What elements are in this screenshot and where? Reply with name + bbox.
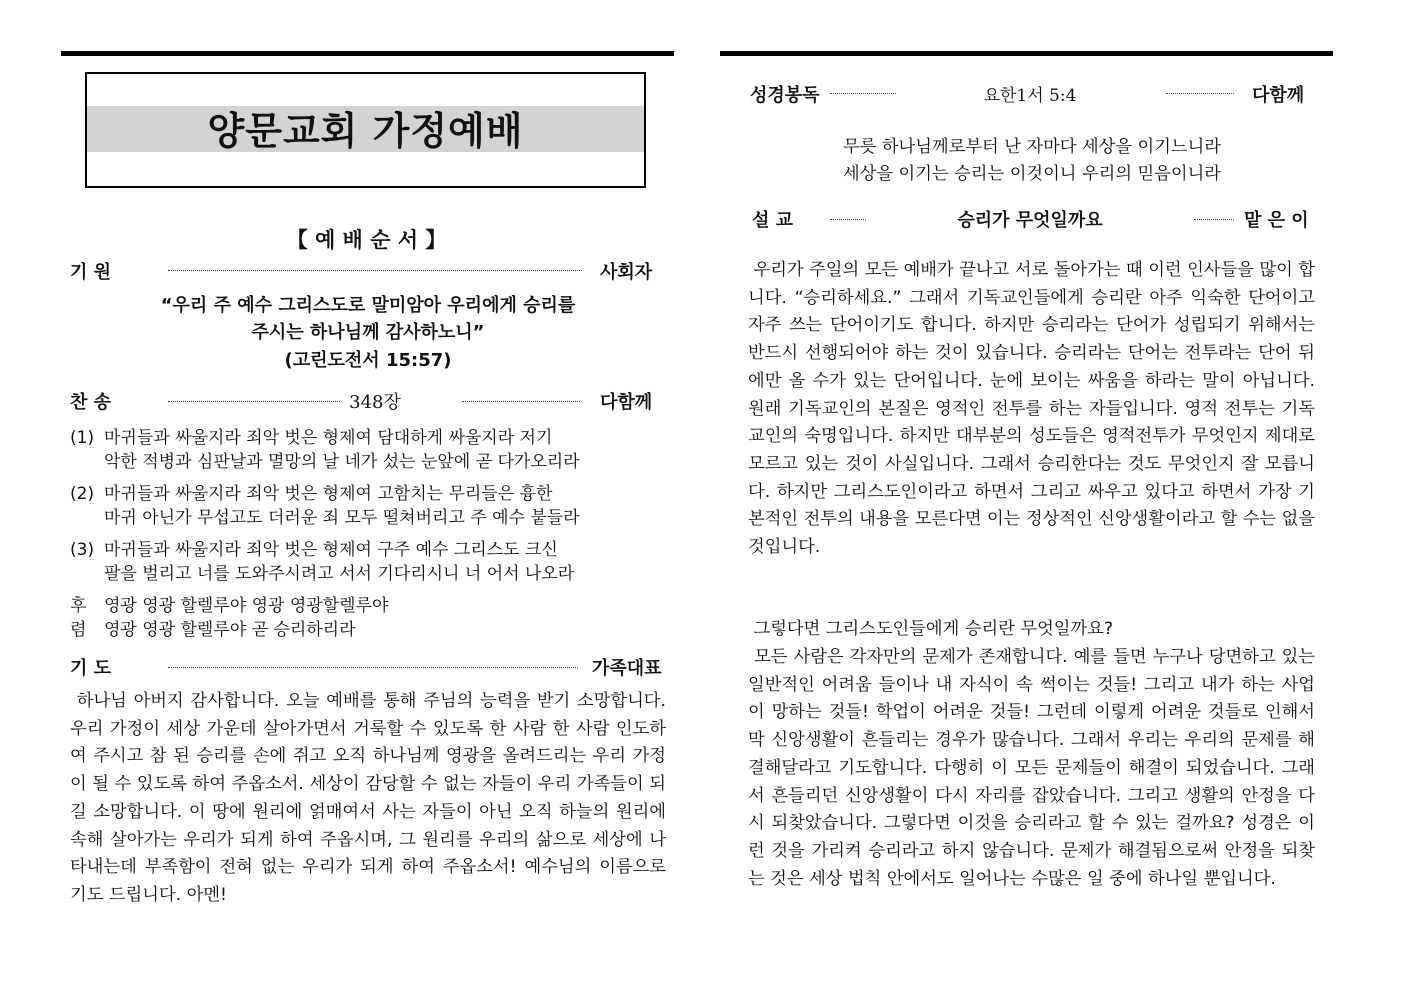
left-top-rule <box>61 51 674 56</box>
hymn-verse-3-line-1: 마귀들과 싸울지라 죄악 벗은 형제여 구주 예수 그리스도 크신 <box>104 540 558 560</box>
reading-verse-line-1: 무릇 하나님께로부터 난 자마다 세상을 이기느니라 <box>842 137 1222 157</box>
hymn-verse-1-line-2: 악한 적병과 심판날과 멸망의 날 네가 섰는 눈앞에 곧 다가오리라 <box>104 452 580 472</box>
title-box <box>85 72 646 188</box>
order-heading: 【 예 배 순 서 】 <box>286 227 447 252</box>
sermon-role: 맡 은 이 <box>1244 210 1309 231</box>
sermon-question: 그렇다면 그리스도인들에게 승리란 무엇일까요? <box>748 619 1114 639</box>
reading-verse-line-2: 세상을 이기는 승리는 이것이니 우리의 믿음이니라 <box>842 164 1222 184</box>
hymn-label: 찬 송 <box>70 392 112 413</box>
right-top-rule <box>720 51 1333 56</box>
hymn-leader-right <box>462 401 580 402</box>
hymn-verse-2-line-2: 마귀 아닌가 무섭고도 더러운 죄 모두 떨쳐버리고 주 예수 붙들라 <box>104 508 580 528</box>
sermon-title: 승리가 무엇일까요 <box>957 210 1103 231</box>
hymn-number: 348장 <box>349 392 401 413</box>
refrain-line-2: 영광 영광 할렐루야 곧 승리하리라 <box>104 620 356 640</box>
invocation-leader <box>168 270 582 271</box>
sermon-label: 설 교 <box>752 210 794 231</box>
refrain-label-2: 렴 <box>70 620 87 640</box>
invocation-reference: (고린도전서 15:57) <box>284 350 452 371</box>
reading-label: 성경봉독 <box>750 85 820 106</box>
prayer-leader <box>168 667 578 668</box>
hymn-verse-3-number: (3) <box>70 540 95 560</box>
hymn-verse-2-number: (2) <box>70 484 95 504</box>
refrain-line-1: 영광 영광 할렐루야 영광 영광할렐루야 <box>104 596 389 616</box>
sermon-leader-left <box>830 219 866 220</box>
hymn-verse-3-line-2: 팔을 벌리고 너를 도와주시려고 서서 기다리시니 너 어서 나오라 <box>104 564 575 584</box>
sermon-paragraph-2: 모든 사람은 각자만의 문제가 존재합니다. 예를 들면 누구나 당면하고 있는 일반적인 어려움 들이나 내 자식이 속 썩이는 것들! 그리고 내가 하는 사업이 망하는 것들! 학업이 어려운 것들! 그런데 이렇게 어려운 것들로 인해서 막 신앙생활이 흔들리는 경우가 많습니다. 그래서 우리는 우리의 문제를 해결해달라고 기도합니다. 다행히 이 모든 문제들이 해결이 되었습니다. 그래서 흔들리던 신앙생활이 다시 자리를 잡았습니다. 그리고 생활의 안정을 다시 되찾았습니다. 그렇다면 이것을 승리라고 할 수 있는 걸까요? 성경은 이런 것을 가리켜 승리라고 하지 않습니다. 문제가 해결됨으로써 안정을 되찾는 것은 세상 법칙 안에서도 일어나는 수많은 일 중에 하나일 뿐입니다. <box>748 647 1321 889</box>
hymn-verse-1-number: (1) <box>70 428 95 448</box>
invocation-verse-line-1: “우리 주 예수 그리스도로 말미암아 우리에게 승리를 <box>160 295 576 316</box>
hymn-verse-1-line-1: 마귀들과 싸울지라 죄악 벗은 형제여 담대하게 싸울지라 저기 <box>104 428 553 448</box>
reading-reference: 요한1서 5:4 <box>983 86 1077 106</box>
prayer-text: 하나님 아버지 감사합니다. 오늘 예배를 통해 주님의 능력을 받기 소망합니다. 우리 가정이 세상 가운데 살아가면서 거룩할 수 있도록 한 사람 한 사람 인도하여 주시고 참 된 승리를 손에 쥐고 오직 하나님께 영광을 올려드리는 우리 가정이 될 수 있도록 하여 주옵소서. 세상이 감당할 수 없는 자들이 우리 가족들이 되길 소망합니다. 이 땅에 원리에 얽매여서 사는 자들이 아닌 오직 하늘의 원리에 속해 살아가는 우리가 되게 하여 주옵시며, 그 원리를 우리의 삶으로 세상에 나타내는데 부족함이 전혀 없는 우리가 되게 하여 주옵소서! 예수님의 이름으로 기도 드립니다. 아멘! <box>70 691 672 905</box>
sermon-paragraph-1: 우리가 주일의 모든 예배가 끝나고 서로 돌아가는 때 이런 인사들을 많이 합니다. “승리하세요.” 그래서 기독교인들에게 승리란 아주 익숙한 단어이고 자주 쓰는 단어이기도 합니다. 하지만 승리라는 단어가 성립되기 위해서는 반드시 선행되어야 하는 것이 있습니다. 승리라는 단어는 전투라는 단어 뒤에만 올 수가 있는 단어입니다. 눈에 보이는 싸움을 하라는 말이 아닙니다. 원래 기독교인의 본질은 영적인 전투를 하는 자들입니다. 영적 전투는 기독교인의 숙명입니다. 하지만 대부분의 성도들은 영적전투가 무엇인지 제대로 모르고 있는 것이 사실입니다. 그래서 승리한다는 것도 무엇인지 잘 모릅니다. 하지만 그리스도인이라고 하면서 그리고 싸우고 있다고 하면서 가장 기본적인 전투의 내용을 모른다면 이는 정상적인 신앙생활이라고 할 수는 없을 것입니다. <box>748 260 1321 558</box>
prayer-label: 기 도 <box>70 658 112 679</box>
sermon-leader-right <box>1194 219 1234 220</box>
reading-leader-right <box>1166 93 1234 94</box>
hymn-role: 다함께 <box>600 392 653 413</box>
refrain-label-1: 후 <box>70 596 87 616</box>
invocation-verse-line-2: 주시는 하나님께 감사하노니” <box>251 322 485 343</box>
reading-leader-left <box>830 93 896 94</box>
page-title: 양문교회 가정예배 <box>207 109 524 153</box>
reading-role: 다함께 <box>1252 85 1305 106</box>
invocation-role: 사회자 <box>600 262 653 283</box>
invocation-label: 기 원 <box>70 262 112 283</box>
hymn-verse-2-line-1: 마귀들과 싸울지라 죄악 벗은 형제여 고함치는 무리들은 흉한 <box>104 484 553 504</box>
prayer-role: 가족대표 <box>592 658 662 679</box>
hymn-leader-left <box>168 401 340 402</box>
